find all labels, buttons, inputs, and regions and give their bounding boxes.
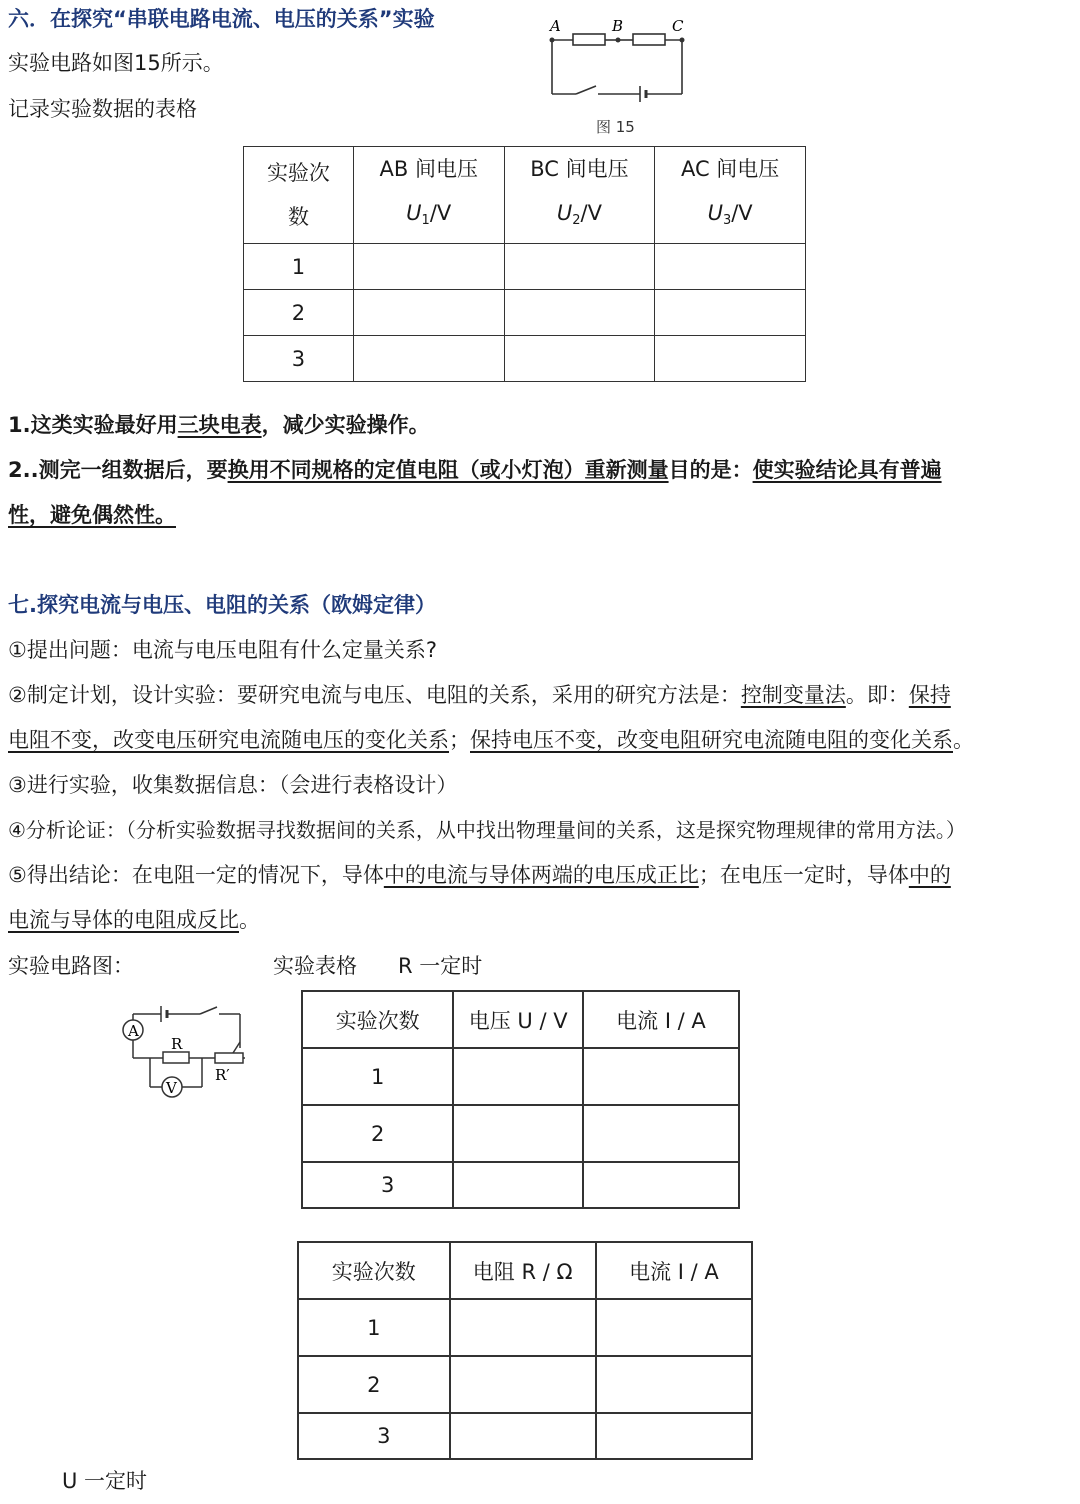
table-row bbox=[302, 1162, 739, 1208]
resistor-r-label: R bbox=[171, 1035, 183, 1053]
empty-cell bbox=[655, 336, 806, 382]
table-header-row bbox=[302, 991, 739, 1048]
node-a-dot bbox=[550, 38, 555, 43]
section6-intro: 实验电路如图15所示。 bbox=[8, 51, 224, 75]
table-header-row bbox=[298, 1242, 752, 1299]
header-resistance: 电阻 R / Ω bbox=[450, 1242, 596, 1299]
empty-cell bbox=[450, 1356, 596, 1413]
voltmeter-icon: V bbox=[166, 1079, 177, 1097]
step-5-cont: 电流与导体的电阻成反比。 bbox=[8, 908, 260, 932]
table-row bbox=[298, 1299, 752, 1356]
empty-cell bbox=[504, 336, 655, 382]
table-r-fixed bbox=[301, 990, 740, 1209]
trial-number: 2 bbox=[298, 1356, 450, 1413]
step-5: ⑤得出结论：在电阻一定的情况下，导体中的电流与导体两端的电压成正比；在电压一定时，导体中的 bbox=[8, 863, 951, 887]
empty-cell bbox=[583, 1105, 739, 1162]
section6-title: 六．在探究“串联电路电流、电压的关系”实验 bbox=[8, 7, 435, 31]
header-current: 电流 I / A bbox=[596, 1242, 752, 1299]
figure-caption: 图 15 bbox=[596, 118, 635, 136]
header-ac-voltage: AC 间电压 $U_3/V$ bbox=[655, 147, 806, 244]
empty-cell bbox=[504, 290, 655, 336]
empty-cell bbox=[453, 1105, 583, 1162]
empty-cell bbox=[583, 1048, 739, 1105]
node-b-label: B bbox=[612, 17, 624, 35]
note-2: 2..测完一组数据后，要换用不同规格的定值电阻（或小灯泡）重新测量目的是：使实验结论具有普遍 bbox=[8, 458, 942, 482]
series-circuit-figure bbox=[540, 16, 700, 140]
trial-number: 1 bbox=[298, 1299, 450, 1356]
ammeter-icon: A bbox=[128, 1022, 139, 1040]
step-1: ①提出问题：电流与电压电阻有什么定量关系? bbox=[8, 638, 437, 662]
header-trial-count: 实验次 数 bbox=[244, 147, 354, 244]
step-2-cont: 电阻不变，改变电压研究电流随电压的变化关系；保持电压不变，改变电阻研究电流随电阻的变化关系。 bbox=[8, 728, 974, 752]
trial-number: 3 bbox=[244, 336, 354, 382]
r-fixed-label: R 一定时 bbox=[398, 954, 483, 978]
note-2-cont: 性，避免偶然性。 bbox=[8, 503, 176, 527]
empty-cell bbox=[353, 290, 504, 336]
step-2: ②制定计划，设计实验：要研究电流与电压、电阻的关系，采用的研究方法是：控制变量法。即：保持 bbox=[8, 683, 951, 707]
empty-cell bbox=[353, 336, 504, 382]
table-label: 实验表格 bbox=[273, 954, 357, 978]
u-fixed-label: U 一定时 bbox=[62, 1469, 148, 1493]
trial-number: 2 bbox=[244, 290, 354, 336]
empty-cell bbox=[583, 1162, 739, 1208]
table-row bbox=[302, 1048, 739, 1105]
section6-table-label: 记录实验数据的表格 bbox=[8, 97, 197, 121]
table-row bbox=[244, 336, 806, 382]
empty-cell bbox=[353, 244, 504, 290]
step-4: ④分析论证：（分析实验数据寻找数据间的关系，从中找出物理量间的关系，这是探究物理规律的常用方法。） bbox=[8, 818, 966, 842]
node-a-label: A bbox=[550, 17, 561, 35]
section7-title: 七.探究电流与电压、电阻的关系（欧姆定律） bbox=[8, 593, 436, 617]
table-row bbox=[244, 290, 806, 336]
table-row bbox=[298, 1413, 752, 1459]
header-voltage: 电压 U / V bbox=[453, 991, 583, 1048]
trial-number: 3 bbox=[298, 1413, 450, 1459]
node-c-label: C bbox=[672, 17, 684, 35]
empty-cell bbox=[655, 244, 806, 290]
ohm-circuit-figure bbox=[115, 1000, 250, 1102]
trial-number: 1 bbox=[244, 244, 354, 290]
empty-cell bbox=[596, 1299, 752, 1356]
header-current: 电流 I / A bbox=[583, 991, 739, 1048]
empty-cell bbox=[450, 1299, 596, 1356]
header-trial-count: 实验次数 bbox=[302, 991, 453, 1048]
series-voltage-table bbox=[243, 146, 806, 382]
empty-cell bbox=[596, 1356, 752, 1413]
empty-cell bbox=[450, 1413, 596, 1459]
table-header-row bbox=[244, 147, 806, 244]
table-row bbox=[298, 1356, 752, 1413]
table-u-fixed bbox=[297, 1241, 753, 1460]
empty-cell bbox=[655, 290, 806, 336]
step-3: ③进行实验，收集数据信息：（会进行表格设计） bbox=[8, 773, 458, 797]
empty-cell bbox=[504, 244, 655, 290]
trial-number: 3 bbox=[302, 1162, 453, 1208]
node-c-dot bbox=[680, 38, 685, 43]
trial-number: 2 bbox=[302, 1105, 453, 1162]
rheostat-label: R′ bbox=[215, 1066, 230, 1084]
circuit-label: 实验电路图： bbox=[8, 954, 134, 978]
header-trial-count: 实验次数 bbox=[298, 1242, 450, 1299]
table-row bbox=[302, 1105, 739, 1162]
header-bc-voltage: BC 间电压 $U_2/V$ bbox=[504, 147, 655, 244]
table-row bbox=[244, 244, 806, 290]
header-ab-voltage: AB 间电压 $U_1/V$ bbox=[353, 147, 504, 244]
trial-number: 1 bbox=[302, 1048, 453, 1105]
note-1: 1.这类实验最好用三块电表，减少实验操作。 bbox=[8, 413, 430, 437]
node-b-dot bbox=[616, 38, 621, 43]
empty-cell bbox=[596, 1413, 752, 1459]
empty-cell bbox=[453, 1162, 583, 1208]
empty-cell bbox=[453, 1048, 583, 1105]
